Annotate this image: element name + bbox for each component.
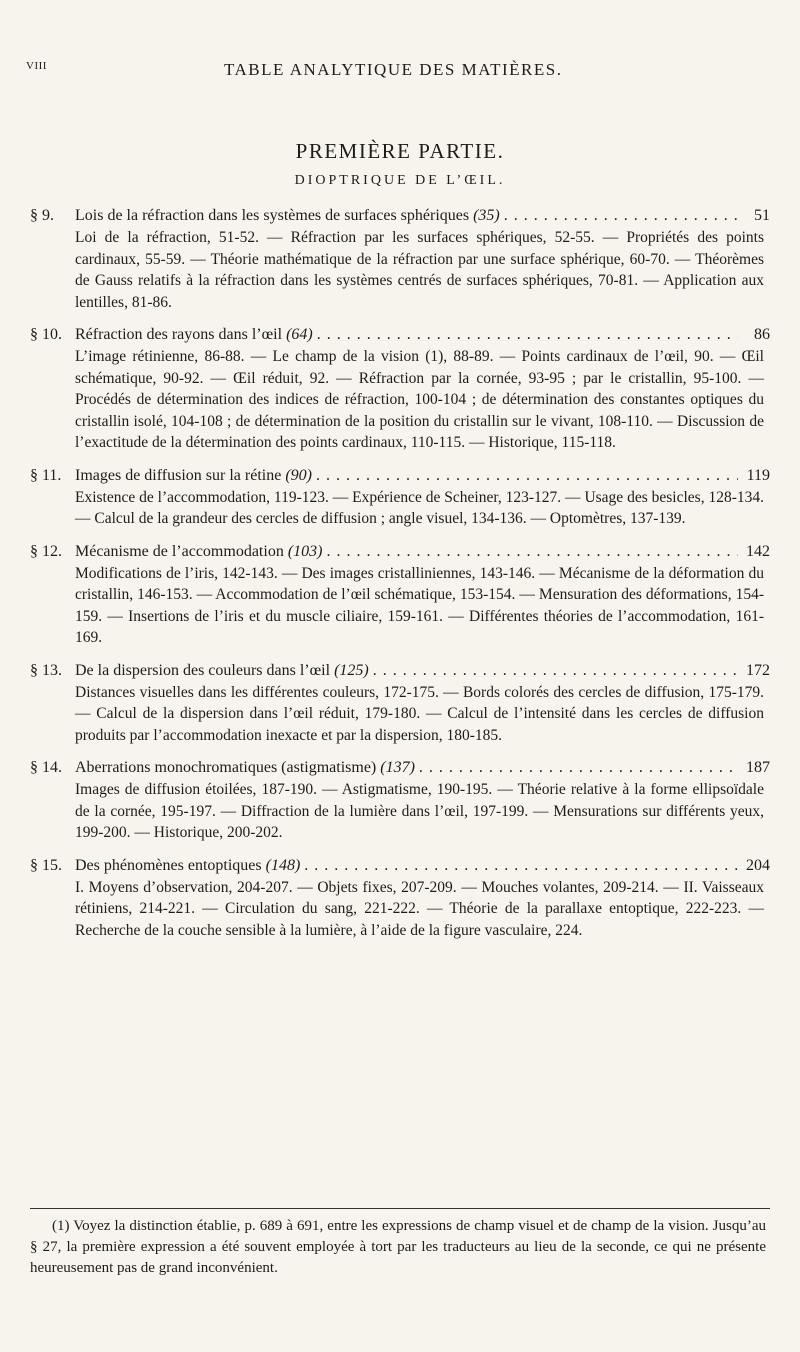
toc-entry-14: [30, 757, 770, 844]
section-number: § 12.: [30, 542, 62, 560]
leader-dots: [326, 541, 738, 563]
toc-entry-12: [30, 541, 770, 649]
section-heading: [30, 205, 770, 227]
section-body: Images de diffusion étoilées, 187-190. — Astigmatisme, 190-195. — Théorie relative à la forme ellipsoïdale de la cornée, 195-197. — Diffraction de la lumière dans l’œil, 197-199. — Mensurations sur différents yeux, 199-200. — Historique, 200-202.: [75, 781, 764, 841]
part-title: PREMIÈRE PARTIE.: [295, 139, 505, 163]
footnote-rule: [30, 1208, 770, 1209]
section-number: § 14.: [30, 759, 62, 776]
section-page: 86: [754, 326, 770, 343]
section-page: 204: [746, 856, 770, 874]
toc-entry-10: [30, 324, 770, 454]
section-heading: [30, 541, 770, 563]
leader-dots: [504, 205, 738, 227]
section-heading: [30, 660, 770, 682]
section-number: § 15.: [30, 856, 62, 874]
section-page: 142: [746, 542, 770, 560]
toc-entry-9: [30, 205, 770, 313]
section-heading: [30, 855, 770, 877]
section-number: § 13.: [30, 661, 62, 679]
section-page: 172: [746, 661, 770, 679]
section-ref: (125): [334, 661, 369, 679]
section-heading: [30, 465, 770, 487]
leader-dots: [419, 757, 738, 779]
section-title: Mécanisme de l’accommodation: [75, 542, 284, 560]
section-ref: (90): [285, 466, 312, 484]
section-body: Existence de l’accommodation, 119-123. — Expérience de Scheiner, 123-127. — Usage des besicles, 128-134. — Calcul de la grandeur des cercles de diffusion ; angle visuel, 134-136. — Optomètres, 137-139.: [75, 488, 764, 527]
section-ref: (148): [265, 856, 301, 874]
toc-entry-13: [30, 660, 770, 747]
leader-dots: [316, 465, 738, 487]
section-heading: [30, 757, 770, 779]
section-title: Images de diffusion sur la rétine: [75, 466, 282, 484]
page-number: VIII: [26, 60, 47, 72]
section-body: Loi de la réfraction, 51-52. — Réfraction par les surfaces sphériques, 52-55. — Propriétés des points cardinaux, 55-59. — Théorie mathématique de la réfraction par une surface sphérique, 60-70. — Théorèmes de Gauss relatifs à la réfraction dans les systèmes centrés de surfaces sphériques, 70-81. — Application aux lentilles, 81-86.: [75, 229, 764, 311]
section-ref: (103): [287, 542, 323, 560]
section-page: 51: [754, 207, 770, 224]
section-title: Réfraction des rayons dans l’œil: [75, 326, 283, 343]
leader-dots: [304, 855, 738, 877]
section-title: De la dispersion des couleurs dans l’œil: [75, 661, 331, 679]
toc-entry-11: [30, 465, 770, 530]
section-page: 187: [746, 759, 770, 776]
running-title: TABLE ANALYTIQUE DES MATIÈRES.: [224, 60, 563, 79]
section-ref: (64): [286, 326, 313, 343]
section-body: Modifications de l’iris, 142-143. — Des images cristalliniennes, 143-146. — Mécanisme de la déformation du cristallin, 146-153. — Accommodation de l’œil schématique, 153-154. — Mensuration des déformations, 154-159. — Insertions de l’iris et du muscle ciliaire, 159-161. — Différentes théories de l’accommodation, 161-169.: [75, 564, 764, 646]
section-ref: (137): [380, 759, 415, 776]
part-subtitle: DIOPTRIQUE DE L’ŒIL.: [294, 173, 506, 188]
section-body: I. Moyens d’observation, 204-207. — Objets fixes, 207-209. — Mouches volantes, 209-214. — II. Vaisseaux rétiniens, 214-221. — Circulation du sang, 221-222. — Théorie de la parallaxe entoptique, 222-223. — Recherche de la couche sensible à la lumière, à l’aide de la figure vasculaire, 224.: [75, 878, 764, 939]
section-number: § 11.: [30, 466, 62, 484]
section-heading: [30, 324, 770, 346]
section-title: Aberrations monochromatiques (astigmatisme): [75, 759, 377, 776]
footnote: (1) Voyez la distinction établie, p. 689 à 691, entre les expressions de champ visuel et de champ de la vision. Jusqu’au § 27, la première expression a été souvent employée à tort par les traducteurs au lieu de la seconde, ce qui ne présente heureusement pas de grand inconvénient.: [30, 1218, 766, 1276]
section-title: Lois de la réfraction dans les systèmes de surfaces sphériques: [75, 207, 470, 224]
section-number: § 9.: [30, 207, 54, 224]
section-page: 119: [746, 466, 770, 484]
section-number: § 10.: [30, 326, 62, 343]
toc-entry-15: [30, 855, 770, 942]
section-body: Distances visuelles dans les différentes couleurs, 172-175. — Bords colorés des cercles de diffusion, 175-179. — Calcul de la dispersion dans l’œil réduit, 179-180. — Calcul de l’intensité dans les cercles de diffusion produits par l’accommodation inexacte et par la dispersion, 180-185.: [75, 683, 764, 744]
leader-dots: [373, 660, 738, 682]
leader-dots: [317, 324, 738, 346]
section-body: L’image rétinienne, 86-88. — Le champ de la vision (1), 88-89. — Points cardinaux de l’œil, 90. — Œil schématique, 90-92. — Œil réduit, 92. — Réfraction par la cornée, 93-95 ; par le cristallin, 95-100. — Procédés de détermination des indices de réfraction, 100-104 ; de détermination des constantes optiques du cristallin isolé, 104-108 ; de détermination de la position du cristallin sur le vivant, 108-110. — Discussion de l’exactitude de la détermination des points cardinaux, 110-115. — Historique, 115-118.: [75, 348, 764, 451]
section-ref: (35): [473, 207, 500, 224]
section-title: Des phénomènes entoptiques: [75, 856, 262, 874]
table-of-contents: [30, 205, 770, 952]
